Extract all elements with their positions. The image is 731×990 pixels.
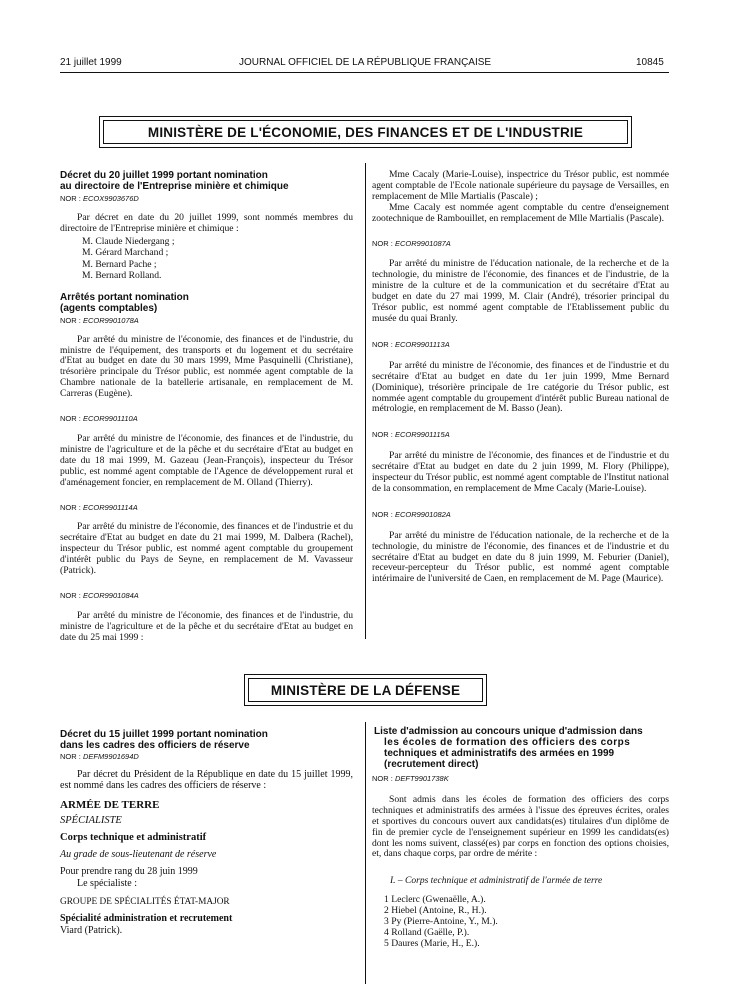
- liste-title-line2: les écoles de formation des officiers des corps: [384, 737, 631, 748]
- specialiste-heading: SPÉCIALISTE: [60, 814, 122, 826]
- right-column-economie: [372, 170, 669, 585]
- arretes-title-line1: Arrêtés portant nomination: [60, 291, 189, 303]
- liste-section-heading: I. – Corps technique et administratif de l'armée de terre: [390, 876, 603, 887]
- header-rule: [60, 72, 669, 73]
- header-journal-title: JOURNAL OFFICIEL DE LA RÉPUBLIQUE FRANÇAISE: [239, 57, 492, 68]
- arrete4-nor: NOR : ECOR9901084A: [60, 590, 139, 600]
- ranking-list: [372, 895, 669, 950]
- ranking-item: 3 Py (Pierre-Antoine, Y., M.).: [384, 916, 498, 928]
- arretes-title-line2: (agents comptables): [60, 302, 158, 314]
- arrete-b4-text: Par arrêté du ministre de l'éducation nationale, de la recherche et de la technologie, du ministre de l'économie, des finances et de l'industrie et du secrétaire d'Etat au budget en date du 8 juin 1999, M. Feburier (Daniel), receveur-percepteur du Trésor public, est nommé agent comptable intérimaire de l'université de Caen, en remplacement de M. Page (Maurice).: [372, 529, 669, 585]
- member-item: M. Claude Niedergang ;: [82, 235, 175, 247]
- ministry-economie-box: [99, 116, 632, 148]
- le-specialiste-line: Le spécialiste :: [77, 878, 137, 890]
- members-list: [60, 236, 353, 282]
- defense-decret-nor: NOR : DEFM9901694D: [60, 752, 139, 761]
- arrete2-nor: NOR : ECOR9901110A: [60, 414, 138, 424]
- defense-decret-title-line2: dans les cadres des officiers de réserve: [60, 740, 250, 751]
- ministry-economie-title: MINISTÈRE DE L'ÉCONOMIE, DES FINANCES ET DE L'INDUSTRIE: [103, 120, 628, 144]
- decret-nor: NOR : ECOX9903676D: [60, 194, 139, 203]
- arrete2-text: Par arrêté du ministre de l'économie, des finances et de l'industrie, du ministre de l'agriculture et de la pêche et du secrétaire d'Etat au budget en date du 18 mai 1999, M. Gazeau (Jean-François), inspecteur du Trésor public, est nommé agent comptable de l'Agence de développement rural et d'aménagement foncier, en remplacement de M. Olland (Thierry).: [60, 432, 353, 488]
- cacaly-paragraph-1: Mme Cacaly (Marie-Louise), inspectrice du Trésor public, est nommée agent comptable de l'Ecole nationale supérieure du paysage de Versailles, en remplacement de Mlle Martialis (Pascale) ;: [372, 169, 669, 202]
- column-divider-defense: [365, 722, 366, 984]
- ministry-defense-box: [244, 674, 487, 706]
- viard-line: Viard (Patrick).: [60, 925, 123, 937]
- arrete-b3-text: Par arrêté du ministre de l'économie, des finances et de l'industrie et du secrétaire d'Etat au budget en date du 2 juin 1999, M. Flory (Philippe), inspecteur du Trésor public, est nommé agent comptable de l'Institut national de la consommation, en remplacement de Mme Cacaly (Marie-Louise).: [372, 450, 669, 494]
- decret-title-line1: Décret du 20 juillet 1999 portant nomination: [60, 170, 268, 181]
- defense-decret-title-line1: Décret du 15 juillet 1999 portant nomination: [60, 729, 268, 740]
- column-divider: [365, 163, 366, 639]
- arrete1-nor: NOR : ECOR9901078A: [60, 315, 139, 325]
- liste-nor: NOR : DEFT9901738K: [372, 774, 449, 783]
- header-date: 21 juillet 1999: [60, 57, 122, 68]
- arrete3-text: Par arrêté du ministre de l'économie, des finances et de l'industrie et du secrétaire d'Etat au budget en date du 21 mai 1999, M. Dalbera (Rachel), inspecteur du Trésor public, est nommé agent comptable du groupement d'intérêt public du Pays de Seyne, en remplacement de M. Vavasseur (Patrick).: [60, 521, 353, 577]
- arrete-b2-text: Par arrêté du ministre de l'économie, des finances et de l'industrie et du secrétaire d'Etat au budget en date du 1er juin 1999, Mme Bernard (Dominique), trésorière principale de 1re catégorie du Trésor public, est nommée agent comptable du groupement d'intérêt public Bureau national de métrologie, en remplacement de M. Basso (Jean).: [372, 359, 669, 415]
- ranking-item: 4 Rolland (Gaëlle, P.).: [384, 926, 470, 938]
- liste-text: Sont admis dans les écoles de formation des officiers des corps techniques et administratifs des armées à l'issue des épreuves écrites, orales et sportives du concours ouvert aux candidats(es) titulaires d'un diplôme de fin de premier cycle de l'enseignement supérieur en 1999 les candidats(es) dont les noms suivent, classé(es) par corps en fonction des options choisies, et, dans chaque corps, par ordre de mérite :: [372, 793, 669, 860]
- rang-line: Pour prendre rang du 28 juin 1999: [60, 865, 198, 877]
- left-column-defense: [60, 729, 353, 937]
- left-column-economie: [60, 170, 353, 644]
- arrete-b1-text: Par arrêté du ministre de l'éducation nationale, de la recherche et de la technologie, du ministre de l'économie, des finances et de l'industrie, de la ministre de la culture et de la communication et du secrétaire d'Etat au budget en date du 27 mai 1999, M. Clair (André), trésorier principal du Trésor public, est nommé agent comptable de l'Etablissement public du musée du quai Branly.: [372, 258, 669, 324]
- right-column-defense: [372, 726, 669, 950]
- arrete-b4-nor: NOR : ECOR9901082A: [372, 509, 451, 519]
- corps-heading: Corps technique et administratif: [60, 831, 207, 843]
- liste-title-line1: Liste d'admission au concours unique d'admission dans: [374, 726, 643, 737]
- liste-title-line4: (recrutement direct): [384, 759, 479, 770]
- specialite-heading: Spécialité administration et recrutement: [60, 913, 233, 925]
- ministry-defense-title: MINISTÈRE DE LA DÉFENSE: [248, 678, 483, 702]
- header-page-number: 10845: [636, 57, 664, 68]
- arrete3-nor: NOR : ECOR9901114A: [60, 502, 138, 512]
- armee-de-terre-heading: ARMÉE DE TERRE: [60, 798, 160, 811]
- cacaly-paragraph-2: Mme Cacaly est nommée agent comptable du centre d'enseignement zootechnique de Rambouillet, en remplacement de Mlle Martialis (Pascale).: [372, 201, 669, 224]
- arrete4-text: Par arrêté du ministre de l'économie, des finances et de l'industrie, du ministre de l'agriculture et de la pêche et du secrétaire d'Etat au budget en date du 25 mai 1999 :: [60, 609, 353, 643]
- ranking-item: 2 Hiebel (Antoine, R., H.).: [384, 905, 487, 917]
- decret-title-line2: au directoire de l'Entreprise minière et chimique: [60, 181, 289, 192]
- ranking-item: 1 Leclerc (Gwenaëlle, A.).: [384, 894, 486, 906]
- arrete-b2-nor: NOR : ECOR9901113A: [372, 339, 450, 349]
- member-item: M. Bernard Rolland.: [82, 270, 162, 282]
- arrete1-text: Par arrêté du ministre de l'économie, des finances et de l'industrie, du ministre de l'équipement, des transports et du logement et du secrétaire d'Etat au budget en date du 30 mars 1999, Mme Pasquinelli (Christiane), trésorière principale du Trésor public, est nommée agent comptable de la Chambre nationale de la batellerie artisanale, en remplacement de M. Carreras (Eugène).: [60, 333, 353, 400]
- arrete-b3-nor: NOR : ECOR9901115A: [372, 430, 450, 440]
- decret-text: Par décret en date du 20 juillet 1999, sont nommés membres du directoire de l'Entreprise minière et chimique :: [60, 211, 353, 234]
- member-item: M. Bernard Pache ;: [82, 258, 157, 270]
- arrete-b1-nor: NOR : ECOR9901087A: [372, 238, 451, 248]
- grade-line: Au grade de sous-lieutenant de réserve: [60, 848, 217, 860]
- ranking-item: 5 Daures (Marie, H., E.).: [384, 937, 480, 949]
- groupe-heading: GROUPE DE SPÉCIALITÉS ÉTAT-MAJOR: [60, 897, 230, 908]
- defense-decret-text: Par décret du Président de la République en date du 15 juillet 1999, est nommé dans les cadres des officiers de réserve :: [60, 768, 353, 792]
- liste-title-line3: techniques et administratifs des armées en 1999: [384, 748, 615, 759]
- member-item: M. Gérard Marchand ;: [82, 247, 169, 259]
